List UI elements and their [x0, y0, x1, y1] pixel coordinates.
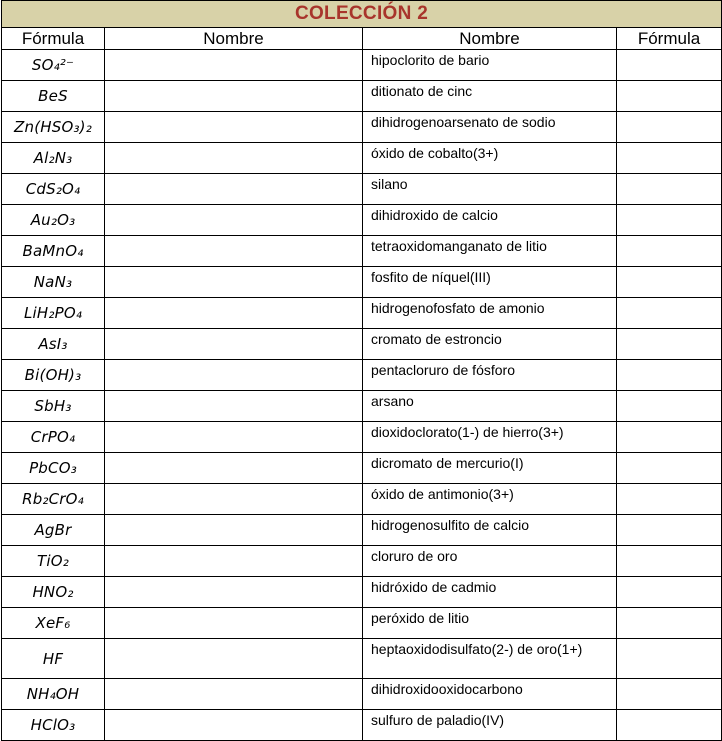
name-cell: dihidroxidooxidocarbono [363, 679, 617, 710]
name-answer-cell[interactable] [105, 515, 363, 546]
name-cell: pentacloruro de fósforo [363, 360, 617, 391]
formula-cell: XeF₆ [2, 608, 105, 639]
name-answer-cell[interactable] [105, 608, 363, 639]
formula-cell: NaN₃ [2, 267, 105, 298]
table-body [2, 50, 722, 741]
table-row [2, 484, 722, 515]
formula-cell: AsI₃ [2, 329, 105, 360]
name-cell: dioxidoclorato(1-) de hierro(3+) [363, 422, 617, 453]
table-row [2, 205, 722, 236]
formula-cell: Rb₂CrO₄ [2, 484, 105, 515]
formula-cell: SO₄²⁻ [2, 50, 105, 81]
formula-answer-cell[interactable] [617, 453, 722, 484]
table-row [2, 50, 722, 81]
table-row [2, 639, 722, 679]
name-answer-cell[interactable] [105, 453, 363, 484]
name-answer-cell[interactable] [105, 205, 363, 236]
name-cell: cloruro de oro [363, 546, 617, 577]
formula-answer-cell[interactable] [617, 143, 722, 174]
name-cell: hipoclorito de bario [363, 50, 617, 81]
formula-cell: AgBr [2, 515, 105, 546]
name-cell: hidrogenofosfato de amonio [363, 298, 617, 329]
name-answer-cell[interactable] [105, 422, 363, 453]
name-cell: óxido de antimonio(3+) [363, 484, 617, 515]
name-cell: sulfuro de paladio(IV) [363, 710, 617, 741]
table-row [2, 174, 722, 205]
table-row [2, 81, 722, 112]
formula-answer-cell[interactable] [617, 710, 722, 741]
table-row [2, 710, 722, 741]
formula-answer-cell[interactable] [617, 236, 722, 267]
formula-cell: CdS₂O₄ [2, 174, 105, 205]
name-answer-cell[interactable] [105, 81, 363, 112]
formula-cell: BaMnO₄ [2, 236, 105, 267]
formula-cell: NH₄OH [2, 679, 105, 710]
header-name-left: Nombre [105, 28, 363, 50]
table-row [2, 546, 722, 577]
formula-answer-cell[interactable] [617, 205, 722, 236]
formula-answer-cell[interactable] [617, 267, 722, 298]
header-formula-right: Fórmula [617, 28, 722, 50]
table-row [2, 679, 722, 710]
name-answer-cell[interactable] [105, 710, 363, 741]
name-answer-cell[interactable] [105, 577, 363, 608]
formula-answer-cell[interactable] [617, 360, 722, 391]
name-cell: dihidroxido de calcio [363, 205, 617, 236]
name-cell: arsano [363, 391, 617, 422]
name-cell: peróxido de litio [363, 608, 617, 639]
table-row [2, 329, 722, 360]
formula-answer-cell[interactable] [617, 484, 722, 515]
name-answer-cell[interactable] [105, 298, 363, 329]
collection-table [1, 0, 722, 741]
formula-answer-cell[interactable] [617, 515, 722, 546]
formula-cell: Zn(HSO₃)₂ [2, 112, 105, 143]
name-answer-cell[interactable] [105, 143, 363, 174]
formula-cell: SbH₃ [2, 391, 105, 422]
formula-cell: CrPO₄ [2, 422, 105, 453]
formula-answer-cell[interactable] [617, 639, 722, 679]
name-cell: dihidrogenoarsenato de sodio [363, 112, 617, 143]
table-row [2, 515, 722, 546]
name-answer-cell[interactable] [105, 267, 363, 298]
table-row [2, 422, 722, 453]
formula-cell: TiO₂ [2, 546, 105, 577]
formula-answer-cell[interactable] [617, 50, 722, 81]
name-answer-cell[interactable] [105, 391, 363, 422]
name-answer-cell[interactable] [105, 236, 363, 267]
table-row [2, 298, 722, 329]
name-cell: heptaoxidodisulfato(2-) de oro(1+) [363, 639, 617, 679]
name-cell: silano [363, 174, 617, 205]
formula-answer-cell[interactable] [617, 298, 722, 329]
name-answer-cell[interactable] [105, 546, 363, 577]
table-row [2, 453, 722, 484]
name-answer-cell[interactable] [105, 484, 363, 515]
formula-answer-cell[interactable] [617, 391, 722, 422]
name-cell: óxido de cobalto(3+) [363, 143, 617, 174]
name-cell: fosfito de níquel(III) [363, 267, 617, 298]
name-cell: ditionato de cinc [363, 81, 617, 112]
name-answer-cell[interactable] [105, 679, 363, 710]
table-row [2, 112, 722, 143]
name-answer-cell[interactable] [105, 639, 363, 679]
header-formula-left: Fórmula [2, 28, 105, 50]
name-cell: tetraoxidomanganato de litio [363, 236, 617, 267]
formula-cell: HClO₃ [2, 710, 105, 741]
name-cell: dicromato de mercurio(I) [363, 453, 617, 484]
formula-cell: HNO₂ [2, 577, 105, 608]
name-cell: hidrogenosulfito de calcio [363, 515, 617, 546]
formula-cell: BeS [2, 81, 105, 112]
name-answer-cell[interactable] [105, 174, 363, 205]
header-name-right: Nombre [363, 28, 617, 50]
table-row [2, 360, 722, 391]
name-answer-cell[interactable] [105, 112, 363, 143]
formula-answer-cell[interactable] [617, 608, 722, 639]
name-cell: cromato de estroncio [363, 329, 617, 360]
formula-cell: HF [2, 639, 105, 679]
formula-answer-cell[interactable] [617, 329, 722, 360]
collection-title: COLECCIÓN 2 [2, 1, 722, 28]
formula-cell: Au₂O₃ [2, 205, 105, 236]
formula-answer-cell[interactable] [617, 112, 722, 143]
table-row [2, 267, 722, 298]
name-answer-cell[interactable] [105, 360, 363, 391]
table-row [2, 143, 722, 174]
formula-cell: PbCO₃ [2, 453, 105, 484]
table-row [2, 236, 722, 267]
name-answer-cell[interactable] [105, 50, 363, 81]
name-cell: hidróxido de cadmio [363, 577, 617, 608]
formula-cell: LiH₂PO₄ [2, 298, 105, 329]
formula-answer-cell[interactable] [617, 679, 722, 710]
formula-answer-cell[interactable] [617, 81, 722, 112]
formula-answer-cell[interactable] [617, 422, 722, 453]
formula-cell: Al₂N₃ [2, 143, 105, 174]
table-row [2, 608, 722, 639]
name-answer-cell[interactable] [105, 329, 363, 360]
table-row [2, 577, 722, 608]
formula-answer-cell[interactable] [617, 174, 722, 205]
formula-answer-cell[interactable] [617, 577, 722, 608]
formula-cell: Bi(OH)₃ [2, 360, 105, 391]
formula-answer-cell[interactable] [617, 546, 722, 577]
table-row [2, 391, 722, 422]
